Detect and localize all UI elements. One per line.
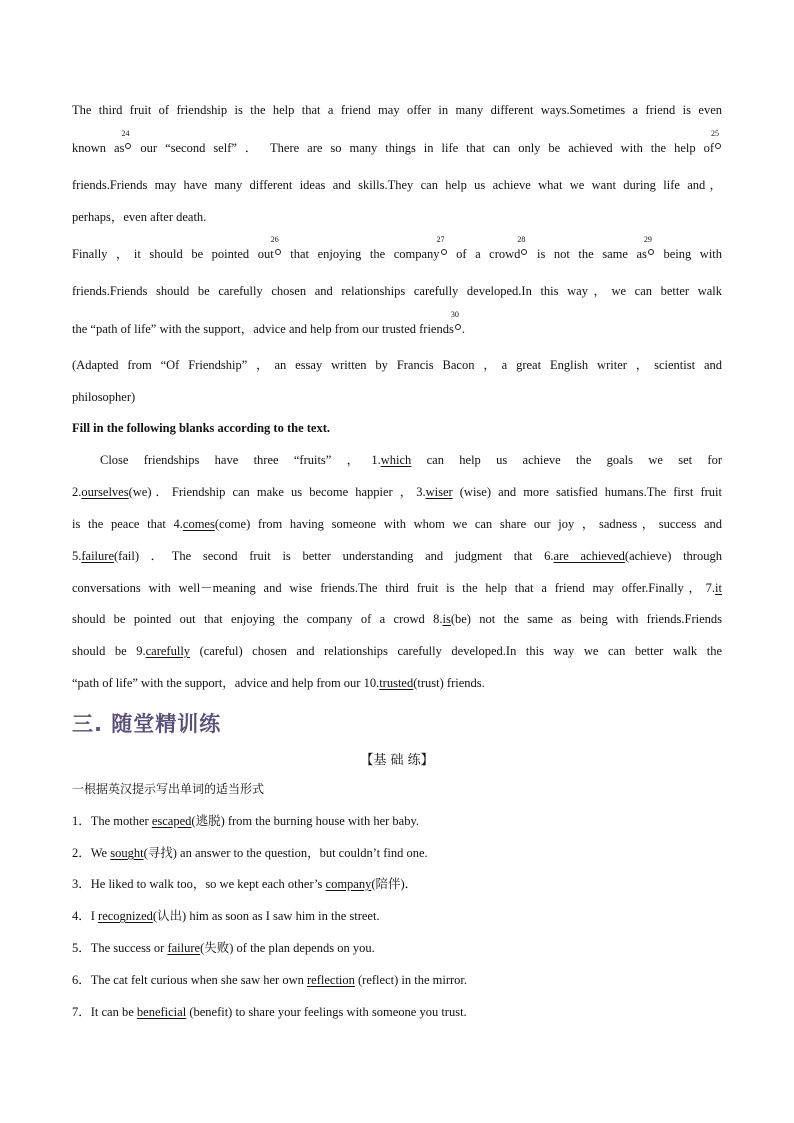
circle-icon <box>455 324 461 330</box>
passage-line: friends.Friends may have many different ideas and skills.They can help us achieve what we want during life and， <box>72 178 722 192</box>
circle-icon <box>441 249 447 255</box>
answer: are achieved <box>553 549 625 563</box>
answer: beneficial <box>136 1005 187 1019</box>
task-line: “path of life” with the support，advice and help from our 10.trusted(trust) friends. <box>72 676 485 690</box>
blank-marker: 24 <box>124 142 132 152</box>
circle-icon <box>521 249 527 255</box>
blank-marker: 30 <box>454 323 462 333</box>
answer: failure <box>167 941 201 955</box>
circle-icon <box>648 249 654 255</box>
answer: company <box>325 877 372 891</box>
part-heading: 一根据英汉提示写出单词的适当形式 <box>72 782 265 796</box>
passage-line: Finally ，it should be pointed out 26 that enjoying the company 27 of a crowd 28 is not the same as 29 being with <box>72 235 723 261</box>
answer: which <box>380 453 412 467</box>
task-line: Close friendships have three “fruits” ，1.which can help us achieve the goals we set for <box>100 453 722 467</box>
exercise-item: 4．I recognized(认出) him as soon as I saw him in the street. <box>72 909 380 923</box>
blank-marker: 29 <box>647 248 655 258</box>
task-line: should be pointed out that enjoying the company of a crowd 8.is(be) not the same as being with friends.Friends <box>72 612 722 626</box>
answer: trusted <box>379 676 414 690</box>
answer: recognized <box>98 909 153 923</box>
exercise-item: 5．The success or failure(失败) of the plan depends on you. <box>72 941 375 955</box>
answer: comes <box>182 517 215 531</box>
answer: wiser <box>425 485 453 499</box>
answer: escaped <box>151 814 192 828</box>
answer: reflection <box>307 973 355 987</box>
section-subtitle: 【基 础 练】 <box>360 753 434 768</box>
blank-marker: 25 <box>714 142 722 152</box>
circle-icon <box>715 143 721 149</box>
task-line: is the peace that 4.comes(come) from having someone with whom we can share our joy ，sadness，success and <box>72 517 722 531</box>
answer: is <box>442 612 451 626</box>
answer: it <box>715 581 722 595</box>
circle-icon <box>125 143 131 149</box>
passage-line: The third fruit of friendship is the help that a friend may offer in many different ways.Sometimes a friend is even <box>72 103 722 117</box>
task-line: conversations with well－meaning and wise friends.The third fruit is the help that a friend may offer.Finally，7.it <box>72 581 722 595</box>
answer: sought <box>110 846 144 860</box>
blank-marker: 27 <box>440 248 448 258</box>
task-line: 2.ourselves(we)．Friendship can make us become happier ，3.wiser (wise) and more satisfied humans.The first fruit <box>72 485 722 499</box>
section-title: 三. 随堂精训练 <box>72 712 222 736</box>
passage-line: known as 24 our “second self” ． There are so many things in life that can only be achieved with the help of 25 <box>72 140 722 156</box>
exercise-item: 1．The mother escaped(逃脱) from the burning house with her baby. <box>72 814 420 828</box>
exercise-item: 3．He liked to walk too，so we kept each other’s company(陪伴)． <box>72 877 418 891</box>
source-line: (Adapted from “Of Friendship” ，an essay written by Francis Bacon ，a great English writer ，scientist and <box>72 358 722 372</box>
exercise-item: 7．It can be beneficial (benefit) to share your feelings with someone you trust. <box>72 1005 467 1019</box>
passage-line: friends.Friends should be carefully chosen and relationships carefully developed.In this way，we can better walk <box>72 284 722 298</box>
passage-line: the “path of life” with the support，advice and help from our trusted friends 30 . <box>72 310 465 336</box>
source-line: philosopher) <box>72 390 136 404</box>
answer: carefully <box>145 644 191 658</box>
exercise-item: 2．We sought(寻找) an answer to the question，but couldn’t find one. <box>72 846 428 860</box>
passage-line: perhaps，even after death. <box>72 210 207 224</box>
answer: failure <box>81 549 114 563</box>
blank-marker: 26 <box>274 248 282 258</box>
exercise-item: 6．The cat felt curious when she saw her own reflection (reflect) in the mirror. <box>72 973 467 987</box>
answer: ourselves <box>81 485 129 499</box>
task-line: 5.failure(fail) ．The second fruit is better understanding and judgment that 6.are achieved(achieve) through <box>72 549 722 563</box>
circle-icon <box>275 249 281 255</box>
blank-marker: 28 <box>520 248 528 258</box>
task-instruction: Fill in the following blanks according to the text. <box>72 421 330 435</box>
task-line: should be 9.carefully (careful) chosen and relationships carefully developed.In this way we can better walk the <box>72 644 723 658</box>
